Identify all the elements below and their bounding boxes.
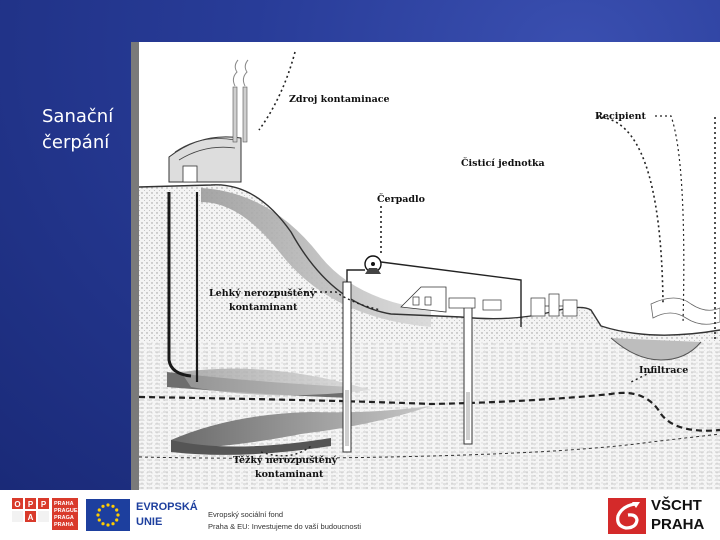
- esf-caption-line2: Praha & EU: Investujeme do vaší budoucnosti: [208, 522, 362, 531]
- opp-text-line2: PRAGUE: [54, 508, 78, 514]
- label-pump: Čerpadlo: [377, 194, 425, 205]
- slide-title: [42, 104, 132, 156]
- svg-text:P: P: [40, 500, 47, 509]
- label-treatment-unit: Čisticí jednotka: [461, 158, 545, 169]
- diagram-svg: [131, 42, 720, 490]
- vscht-wordmark-line2: PRAHA: [651, 516, 705, 533]
- opp-text-line4: PRAHA: [54, 522, 74, 528]
- opp-text-line3: PRAGA: [54, 515, 74, 521]
- opp-praha-logo: [12, 498, 80, 537]
- eu-flag-icon: [86, 499, 130, 531]
- vscht-wordmark: [651, 496, 704, 534]
- label-contamination-source: Zdroj kontaminace: [289, 94, 390, 105]
- eu-label-line1: EVROPSKÁ: [136, 501, 198, 513]
- svg-text:A: A: [27, 513, 34, 522]
- remediation-pumping-diagram: [131, 42, 720, 490]
- svg-text:O: O: [14, 500, 21, 509]
- opp-text-line1: PRAHA: [54, 501, 74, 507]
- label-heavy-contaminant-line1: Těžký nerozpuštěný: [233, 455, 338, 466]
- slide-title-line1: Sanační: [42, 106, 114, 127]
- eu-label: [136, 500, 198, 530]
- esf-caption: [208, 509, 361, 533]
- slide-title-line2: čerpání: [42, 132, 110, 153]
- eu-label-line2: UNIE: [136, 516, 163, 528]
- label-infiltration: Infiltrace: [639, 365, 689, 376]
- vscht-logo-icon: [608, 498, 646, 539]
- label-recipient: Recipient: [595, 111, 646, 122]
- label-light-contaminant-line1: Lehký nerozpuštěný: [209, 288, 316, 299]
- esf-caption-line1: Evropský sociální fond: [208, 510, 284, 519]
- svg-text:P: P: [27, 500, 34, 509]
- label-light-contaminant-line2: kontaminant: [229, 302, 298, 313]
- vscht-wordmark-line1: VŠCHT: [651, 497, 702, 514]
- label-heavy-contaminant-line2: kontaminant: [255, 469, 324, 480]
